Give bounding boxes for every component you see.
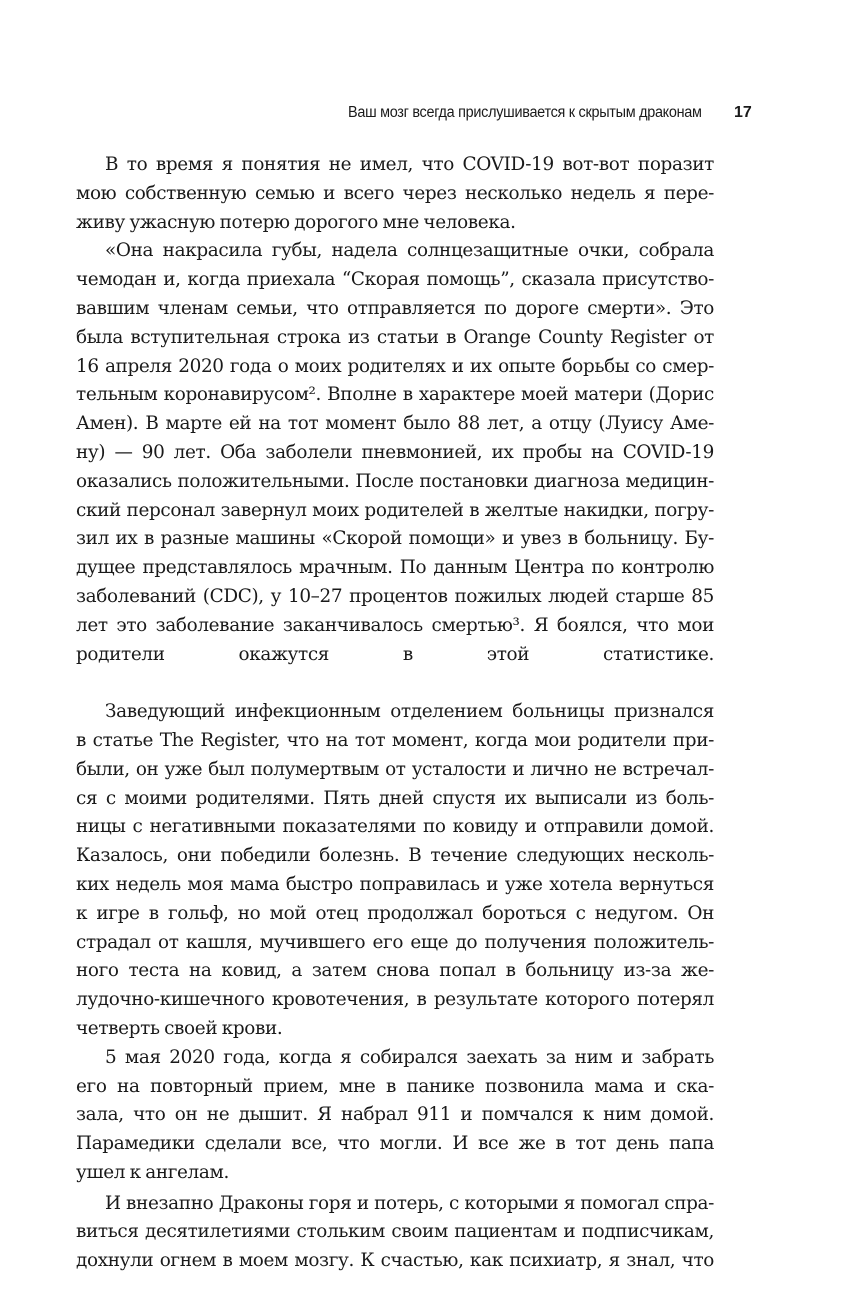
text-line: 5 мая 2020 года, когда я собирался заехать за ним и забрать xyxy=(105,1046,714,1068)
text-line: его на повторный прием, мне в панике позвонила мама и ска- xyxy=(76,1075,714,1097)
text-line: лудочно-кишечного кровотечения, в результате которого потерял xyxy=(76,989,714,1011)
text-line: Амен). В марте ей на тот момент было 88 лет, а отцу (Луису Аме- xyxy=(76,413,714,435)
page-number: 17 xyxy=(734,104,752,121)
text-line: к игре в гольф, но мой отец продолжал бороться с недугом. Он xyxy=(76,902,714,924)
text-line: «Она накрасила губы, надела солнцезащитные очки, собрала xyxy=(105,240,714,262)
text-line: виться десятилетиями стольким своим пациентам и подписчикам, xyxy=(76,1221,714,1243)
paragraph-4 xyxy=(76,1044,714,1188)
text-line: зала, что он не дышит. Я набрал 911 и помчался к ним домой. xyxy=(76,1104,714,1126)
text-line: четверть своей крови. xyxy=(76,1017,283,1039)
paragraph-1 xyxy=(76,151,714,237)
text-line: ного теста на ковид, а затем снова попал в больницу из-за же- xyxy=(76,960,714,982)
text-line: вавшим членам семьи, что отправляется по дороге смерти». Это xyxy=(76,297,714,319)
text-line: И внезапно Драконы горя и потерь, с которыми я помогал спра- xyxy=(105,1192,714,1214)
paragraph-2 xyxy=(76,237,714,698)
text-line: ницы с негативными показателями по ковиду и отправили домой. xyxy=(76,816,714,838)
text-line: дущее представлялось мрачным. По данным Центра по контролю xyxy=(76,557,714,579)
text-line: тельным коронавирусом². Вполне в характере моей матери (Дорис xyxy=(76,384,714,406)
text-line: дохнули огнем в моем мозгу. К счастью, как психиатр, я знал, что xyxy=(76,1250,714,1272)
text-line xyxy=(76,669,714,698)
text-line: ких недель моя мама быстро поправилась и уже хотела вернуться xyxy=(76,873,714,895)
text-line: ский персонал завернул моих родителей в желтые накидки, погру- xyxy=(76,499,714,521)
body-text xyxy=(76,151,714,1276)
text-line: ну) — 90 лет. Оба заболели пневмонией, их пробы на COVID-19 xyxy=(76,441,714,463)
running-head xyxy=(348,100,752,126)
text-line: Заведующий инфекционным отделением больницы признался xyxy=(105,701,714,723)
text-line: страдал от кашля, мучившего его еще до получения положитель- xyxy=(76,931,714,953)
text-line: в статье The Register, что на тот момент, когда мои родители при- xyxy=(76,729,714,751)
text-line: мою собственную семью и всего через несколько недель я пере- xyxy=(76,182,714,204)
chapter-title: Ваш мозг всегда прислушивается к скрытым драконам xyxy=(348,104,702,121)
text-line: заболеваний (CDC), у 10–27 процентов пожилых людей старше 85 xyxy=(76,585,714,607)
text-line: В то время я понятия не имел, что COVID-19 вот-вот поразит xyxy=(105,154,714,175)
text-line: зил их в разные машины «Скорой помощи» и увез в больницу. Бу- xyxy=(76,528,714,550)
paragraph-5 xyxy=(76,1190,714,1276)
text-line: родители окажутся в этой статистике. xyxy=(76,643,714,665)
paragraph-3 xyxy=(76,698,714,1044)
text-line: оказались положительными. После постановки диагноза медицин- xyxy=(76,470,714,492)
text-line: ся с моими родителями. Пять дней спустя их выписали из боль- xyxy=(76,787,714,809)
text-line: Парамедики сделали все, что могли. И все же в тот день папа xyxy=(76,1133,714,1155)
text-line: чемодан и, когда приехала “Скорая помощь”, сказала присутство- xyxy=(76,269,714,291)
text-line: была вступительная строка из статьи в Orange County Register от xyxy=(76,326,714,348)
text-line: были, он уже был полумертвым от усталости и лично не встречал- xyxy=(76,758,714,780)
text-line: живу ужасную потерю дорогого мне человека. xyxy=(76,211,516,233)
text-line: ушел к ангелам. xyxy=(76,1161,229,1183)
text-line: лет это заболевание заканчивалось смертью³. Я боялся, что мои xyxy=(76,614,714,636)
text-line: 16 апреля 2020 года о моих родителях и их опыте борьбы со смер- xyxy=(76,355,714,377)
text-line: Казалось, они победили болезнь. В течение следующих несколь- xyxy=(76,845,714,867)
